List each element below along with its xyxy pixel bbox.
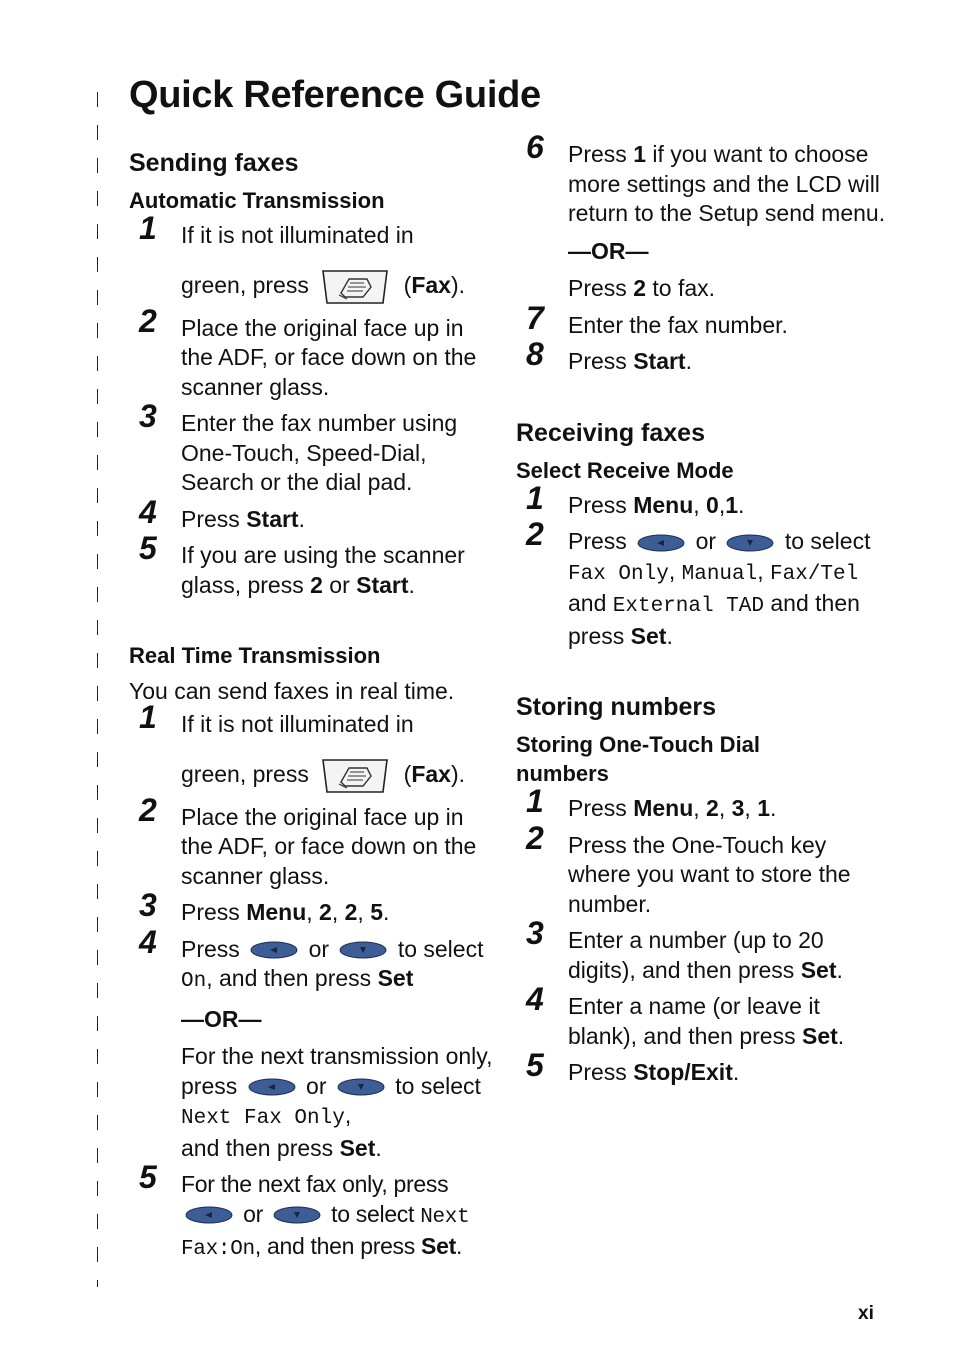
- right-column: [516, 129, 891, 1095]
- right-arrow-key-icon: [726, 534, 774, 552]
- step-number: 5: [139, 1159, 157, 1195]
- step-number: 5: [139, 530, 157, 566]
- step-number: 3: [139, 887, 157, 923]
- auto-step-3: 3 Enter the fax number using One-Touch, Speed-Dial, Search or the dial pad.: [139, 398, 458, 495]
- right-arrow-key-icon: [337, 1078, 385, 1096]
- step-number: 4: [526, 981, 544, 1017]
- right-arrow-key-icon: [273, 1206, 321, 1224]
- step-number: 8: [526, 336, 544, 372]
- step-number: 5: [526, 1047, 544, 1083]
- auto-step-5: 5 If you are using the scanner glass, press 2 or Start.: [139, 530, 465, 598]
- cut-line: [97, 92, 98, 1287]
- send-step-6: 6 Press 1 if you want to choose more settings and the LCD will return to the Setup send menu. —OR— Press 2 to fax.: [526, 129, 886, 301]
- step-number: 3: [139, 398, 157, 434]
- fax-key-icon: [319, 267, 391, 307]
- realtime-step-4: 4 Press or to select On, and then press Set —OR— For the next transmission only, press or to select Next Fax Only, and then press Set.: [139, 923, 493, 1161]
- auto-step-1: 1 If it is not illuminated in green, press (Fax).: [129, 221, 499, 307]
- step-number: 1: [526, 783, 544, 819]
- step-number: 1: [139, 210, 157, 246]
- step-number: 6: [526, 129, 544, 165]
- subheading-realtime: Real Time Transmission: [129, 643, 381, 668]
- page-title: Quick Reference Guide: [129, 74, 541, 116]
- step-number: 1: [139, 699, 157, 735]
- store-step-5: 5 Press Stop/Exit.: [526, 1047, 740, 1085]
- right-arrow-key-icon: [339, 941, 387, 959]
- store-step-3: 3 Enter a number (up to 20 digits), and then press Set.: [526, 915, 843, 983]
- section-heading-sending: Sending faxes: [129, 149, 299, 177]
- left-arrow-key-icon: [637, 534, 685, 552]
- realtime-step-5: 5 For the next fax only, press or to select Next Fax:On, and then press Set.: [139, 1159, 470, 1261]
- receive-step-1: 1 Press Menu, 0,1.: [526, 479, 745, 518]
- realtime-step-2: 2 Place the original face up in the ADF, or face down on the scanner glass.: [139, 791, 477, 889]
- subheading-receive-mode: Select Receive Mode: [516, 457, 734, 483]
- realtime-step-3: 3 Press Menu, 2, 2, 5.: [139, 887, 390, 925]
- realtime-intro: You can send faxes in real time.: [129, 678, 455, 704]
- receive-step-2: 2 Press or to select Fax Only, Manual, Fax/Tel and External TAD and then press Set.: [526, 516, 871, 649]
- store-step-1: 1 Press Menu, 2, 3, 1.: [526, 783, 777, 821]
- store-step-4: 4 Enter a name (or leave it blank), and then press Set.: [526, 981, 845, 1049]
- step-number: 1: [526, 479, 544, 516]
- left-column: [129, 148, 499, 1272]
- left-arrow-key-icon: [248, 1078, 296, 1096]
- section-heading-storing: Storing numbers: [516, 693, 717, 721]
- step-number: 4: [139, 923, 157, 960]
- section-heading-receiving: Receiving faxes: [516, 418, 705, 447]
- auto-step-2: 2 Place the original face up in the ADF, or face down on the scanner glass.: [139, 302, 477, 400]
- auto-step-4: 4 Press Start.: [139, 493, 305, 532]
- store-step-2: 2 Press the One-Touch key where you want to store the number.: [526, 819, 851, 917]
- fax-key-icon: [319, 756, 391, 796]
- step-number: 2: [139, 302, 157, 339]
- subheading-one-touch: Storing One-Touch Dial numbers: [516, 732, 761, 786]
- send-step-8: 8 Press Start.: [526, 336, 692, 374]
- left-arrow-key-icon: [250, 941, 298, 959]
- left-arrow-key-icon: [185, 1206, 233, 1224]
- step-number: 2: [139, 791, 157, 828]
- step-number: 2: [526, 516, 544, 552]
- step-number: 7: [526, 299, 544, 336]
- page-number: xi: [858, 1303, 874, 1324]
- step-number: 2: [526, 819, 544, 856]
- realtime-step-1: 1 If it is not illuminated in green, press (Fax).: [129, 710, 499, 796]
- subheading-automatic: Automatic Transmission: [129, 188, 385, 213]
- step-number: 3: [526, 915, 544, 951]
- send-step-7: 7 Enter the fax number.: [526, 299, 788, 338]
- step-number: 4: [139, 493, 157, 530]
